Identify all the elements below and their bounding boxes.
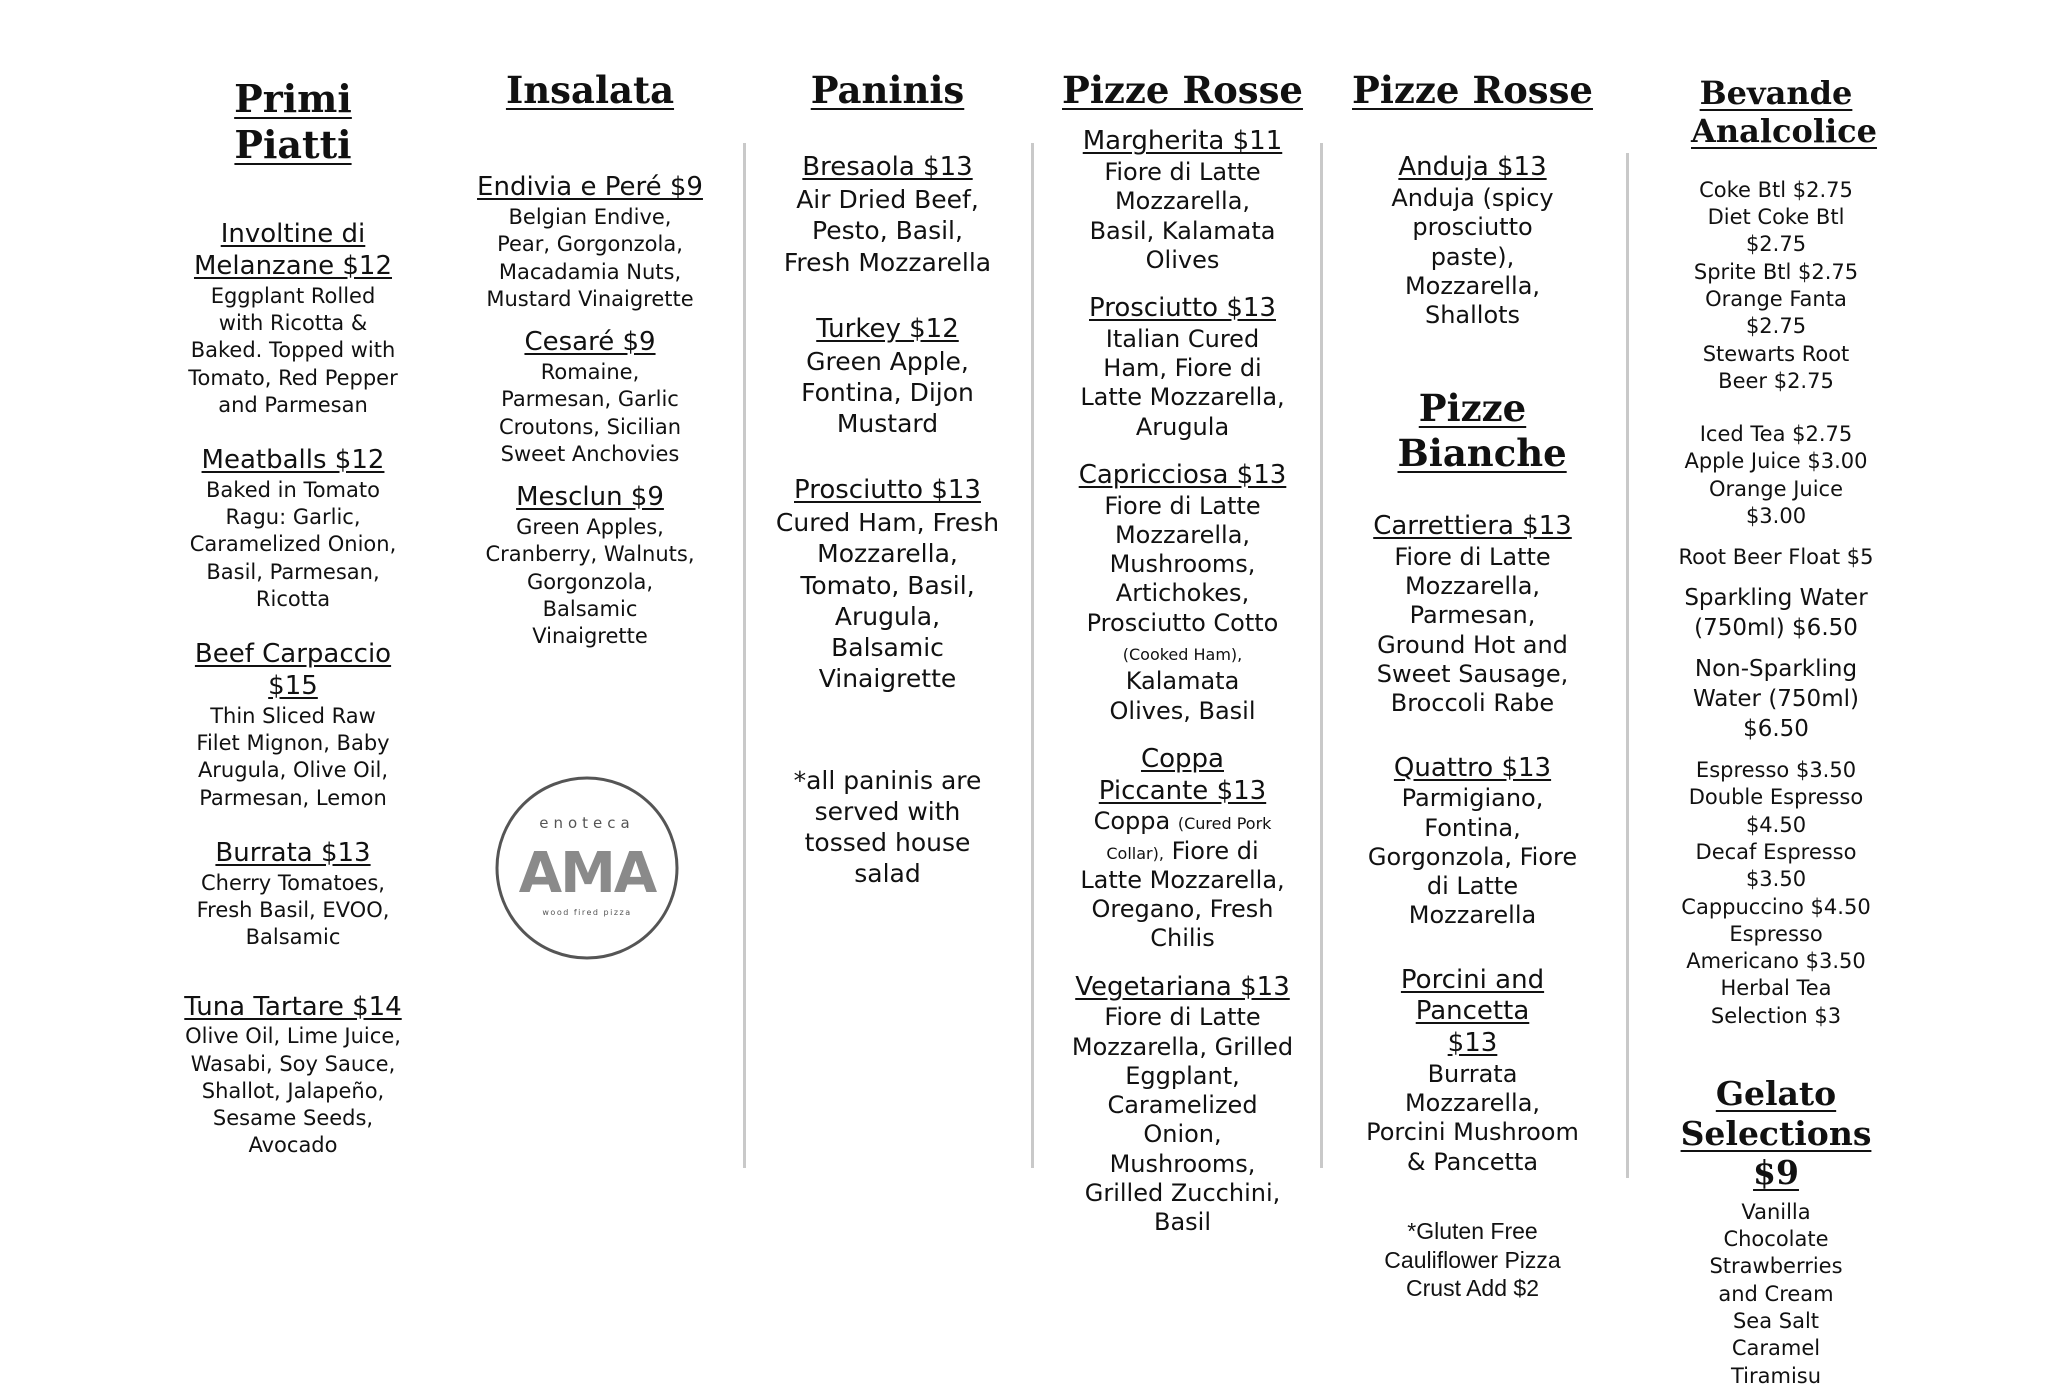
pizze-bianche-heading: Pizze Bianche xyxy=(1397,386,1567,475)
gelato-item: Tiramisu xyxy=(1730,1363,1822,1388)
beverage-item: Sprite Btl $2.75 xyxy=(1693,259,1859,284)
item-desc: Olive Oil, Lime Juice, Wasabi, Soy Sauce, Shallot, Jalapeño, Sesame Seeds, Avocado xyxy=(185,1024,401,1158)
item-title: Burrata $13 xyxy=(215,837,371,868)
beverage-item: Iced Tea $2.75 xyxy=(1699,422,1853,447)
paninis-heading: Paninis xyxy=(810,68,965,112)
item-desc: Fiore di Latte Mozzarella, Parmesan, Ground Hot and Sweet Sausage, Broccoli Rabe xyxy=(1376,542,1569,718)
beverage-item: Root Beer Float $5 xyxy=(1678,545,1874,570)
item-desc: Cured Ham, Fresh Mozzarella, Tomato, Basil, Arugula, Balsamic Vinaigrette xyxy=(775,508,1000,694)
beverage-list xyxy=(1660,177,1892,1030)
item-title: Margherita $11 xyxy=(1082,126,1283,157)
beverage-item: Orange Juice $3.00 xyxy=(1708,476,1844,529)
column-divider xyxy=(743,143,746,1168)
beverage-item: Double Espresso $4.50 xyxy=(1688,785,1864,837)
item-desc xyxy=(1075,807,1290,953)
beverage-item: Stewarts Root Beer $2.75 xyxy=(1702,341,1850,393)
item-desc: Belgian Endive, Pear, Gorgonzola, Macadamia Nuts, Mustard Vinaigrette xyxy=(486,205,694,311)
beverage-item: Apple Juice $3.00 xyxy=(1684,449,1868,474)
beverage-item: Diet Coke Btl $2.75 xyxy=(1707,205,1845,257)
menu-item xyxy=(1055,972,1310,1238)
gelato-list xyxy=(1691,1199,1861,1390)
beverage-group xyxy=(1676,177,1876,395)
beverage-group xyxy=(1676,421,1876,530)
pizze-rosse-heading-2: Pizze Rosse xyxy=(1352,68,1593,112)
beverage-group xyxy=(1676,757,1876,1030)
item-desc-note: (Cured Pork Collar), xyxy=(1106,814,1272,863)
item-desc-note: (Cooked Ham), xyxy=(1122,645,1243,664)
menu-item xyxy=(765,314,1010,439)
gelato-item: Sea Salt Caramel xyxy=(1731,1309,1821,1361)
item-title: Beef Carpaccio $15 xyxy=(194,639,392,702)
menu-item xyxy=(188,445,398,613)
item-desc: Fiore di Latte Mozzarella, Grilled Eggplant, Caramelized Onion, Mushrooms, Grilled Zucchini, Basil xyxy=(1071,1003,1294,1237)
item-title: Meatballs $12 xyxy=(201,445,385,476)
menu-item xyxy=(470,172,710,313)
logo-main-text: AMA xyxy=(518,841,656,906)
column-primi-piatti xyxy=(178,76,408,1160)
beverage-item: Herbal Tea Selection $3 xyxy=(1710,976,1842,1028)
gluten-free-note: *Gluten Free Cauliflower Pizza Crust Add $2 xyxy=(1384,1217,1561,1302)
menu-item xyxy=(188,219,398,419)
primi-piatti-heading: Primi Piatti xyxy=(234,76,352,167)
item-desc xyxy=(1083,492,1283,726)
item-desc: Air Dried Beef, Pesto, Basil, Fresh Mozzarella xyxy=(783,185,992,277)
column-divider xyxy=(1626,153,1629,1178)
item-title: Porcini and Pancetta $13 xyxy=(1400,964,1545,1059)
item-desc: Romaine, Parmesan, Garlic Croutons, Sicilian Sweet Anchovies xyxy=(498,360,682,466)
column-bevande xyxy=(1660,74,1892,1390)
column-divider xyxy=(1031,143,1034,1168)
item-desc: Fiore di Latte Mozzarella, Basil, Kalamata Olives xyxy=(1089,158,1276,274)
menu-item xyxy=(183,992,403,1160)
beverage-item: Non-Sparkling Water (750ml) $6.50 xyxy=(1693,656,1859,743)
menu-item xyxy=(765,475,1010,694)
item-title: Carrettiera $13 xyxy=(1373,511,1572,542)
item-title: Prosciutto $13 xyxy=(794,475,981,506)
item-title: Involtine di Melanzane $12 xyxy=(193,219,392,281)
logo-top-text: enoteca xyxy=(539,814,635,832)
beverage-item: Espresso Americano $3.50 xyxy=(1686,921,1866,974)
beverage-item: Sparkling Water (750ml) $6.50 xyxy=(1684,584,1868,641)
item-title: Capricciosa $13 xyxy=(1078,459,1287,490)
item-desc: Green Apples, Cranberry, Walnuts, Gorgonzola, Balsamic Vinaigrette xyxy=(485,514,695,649)
menu-item xyxy=(1350,753,1595,931)
beverage-item: Decaf Espresso $3.50 xyxy=(1695,839,1857,892)
gelato-heading: Gelato Selections $9 xyxy=(1680,1074,1872,1193)
item-desc: Thin Sliced Raw Filet Mignon, Baby Arugula, Olive Oil, Parmesan, Lemon xyxy=(196,703,390,810)
paninis-note: *all paninis are served with tossed house salad xyxy=(793,765,982,889)
item-desc-text: Kalamata Olives, Basil xyxy=(1109,667,1256,725)
menu-item xyxy=(1055,293,1310,442)
item-desc: Cherry Tomatoes, Fresh Basil, EVOO, Balsamic xyxy=(196,870,390,950)
menu-item xyxy=(1055,744,1310,954)
column-paninis xyxy=(765,68,1010,890)
enoteca-ama-logo xyxy=(494,775,680,961)
menu-item xyxy=(765,152,1010,277)
logo-bottom-text: wood fired pizza xyxy=(542,908,632,917)
pizze-rosse-heading: Pizze Rosse xyxy=(1062,68,1303,112)
item-desc-text: Coppa xyxy=(1093,807,1171,836)
item-desc: Italian Cured Ham, Fiore di Latte Mozzarella, Arugula xyxy=(1080,324,1285,441)
column-pizze-rosse-1 xyxy=(1055,68,1310,1237)
column-pizze-rosse-2 xyxy=(1350,68,1595,1303)
item-title: Anduja $13 xyxy=(1398,152,1547,183)
menu-item xyxy=(188,838,398,952)
item-title: Vegetariana $13 xyxy=(1075,971,1290,1002)
item-desc: Green Apple, Fontina, Dijon Mustard xyxy=(801,346,974,439)
column-divider xyxy=(1320,143,1323,1168)
menu-item xyxy=(1350,965,1595,1177)
beverage-group xyxy=(1676,544,1876,571)
item-desc: Parmigiano, Fontina, Gorgonzola, Fiore di Latte Mozzarella xyxy=(1367,784,1578,930)
item-title: Bresaola $13 xyxy=(802,152,973,183)
insalata-heading: Insalata xyxy=(505,68,675,112)
item-desc-text: Fiore di Latte Mozzarella, Mushrooms, Artichokes, Prosciutto Cotto xyxy=(1086,491,1279,637)
beverage-group xyxy=(1681,584,1871,644)
beverage-item: Orange Fanta $2.75 xyxy=(1705,286,1847,339)
beverage-item: Coke Btl $2.75 xyxy=(1699,177,1853,202)
item-title: Cesaré $9 xyxy=(524,327,656,358)
beverage-item: Cappuccino $4.50 xyxy=(1681,894,1871,919)
menu-item xyxy=(1055,126,1310,275)
beverage-group xyxy=(1681,655,1871,745)
menu-item xyxy=(1350,511,1595,718)
beverage-item: Espresso $3.50 xyxy=(1695,758,1857,783)
item-desc: Eggplant Rolled with Ricotta & Baked. Topped with Tomato, Red Pepper and Parmesan xyxy=(188,283,398,417)
menu-item xyxy=(470,327,710,468)
gelato-item: Strawberries and Cream xyxy=(1709,1254,1843,1306)
column-insalata xyxy=(470,68,710,650)
menu-item xyxy=(1055,460,1310,726)
menu-item xyxy=(188,639,398,812)
menu-item xyxy=(1350,152,1595,330)
item-desc: Baked in Tomato Ragu: Garlic, Caramelized Onion, Basil, Parmesan, Ricotta xyxy=(189,477,397,612)
item-desc-text: Fiore di Latte Mozzarella, Oregano, Fresh Chilis xyxy=(1080,836,1285,953)
item-title: Quattro $13 xyxy=(1393,752,1552,783)
item-title: Endivia e Peré $9 xyxy=(477,172,703,203)
item-title: Turkey $12 xyxy=(816,313,959,344)
bevande-heading: Bevande Analcolice xyxy=(1691,74,1877,151)
gelato-item: Vanilla xyxy=(1741,1199,1811,1224)
item-title: Prosciutto $13 xyxy=(1089,293,1276,324)
item-title: Coppa Piccante $13 xyxy=(1098,743,1267,806)
gelato-item: Chocolate xyxy=(1723,1227,1829,1252)
item-title: Mesclun $9 xyxy=(516,482,664,513)
item-desc: Burrata Mozzarella, Porcini Mushroom & Pancetta xyxy=(1366,1059,1579,1176)
item-desc: Anduja (spicy prosciutto paste), Mozzarella, Shallots xyxy=(1391,184,1554,330)
item-title: Tuna Tartare $14 xyxy=(184,991,402,1022)
menu-item xyxy=(470,482,710,650)
